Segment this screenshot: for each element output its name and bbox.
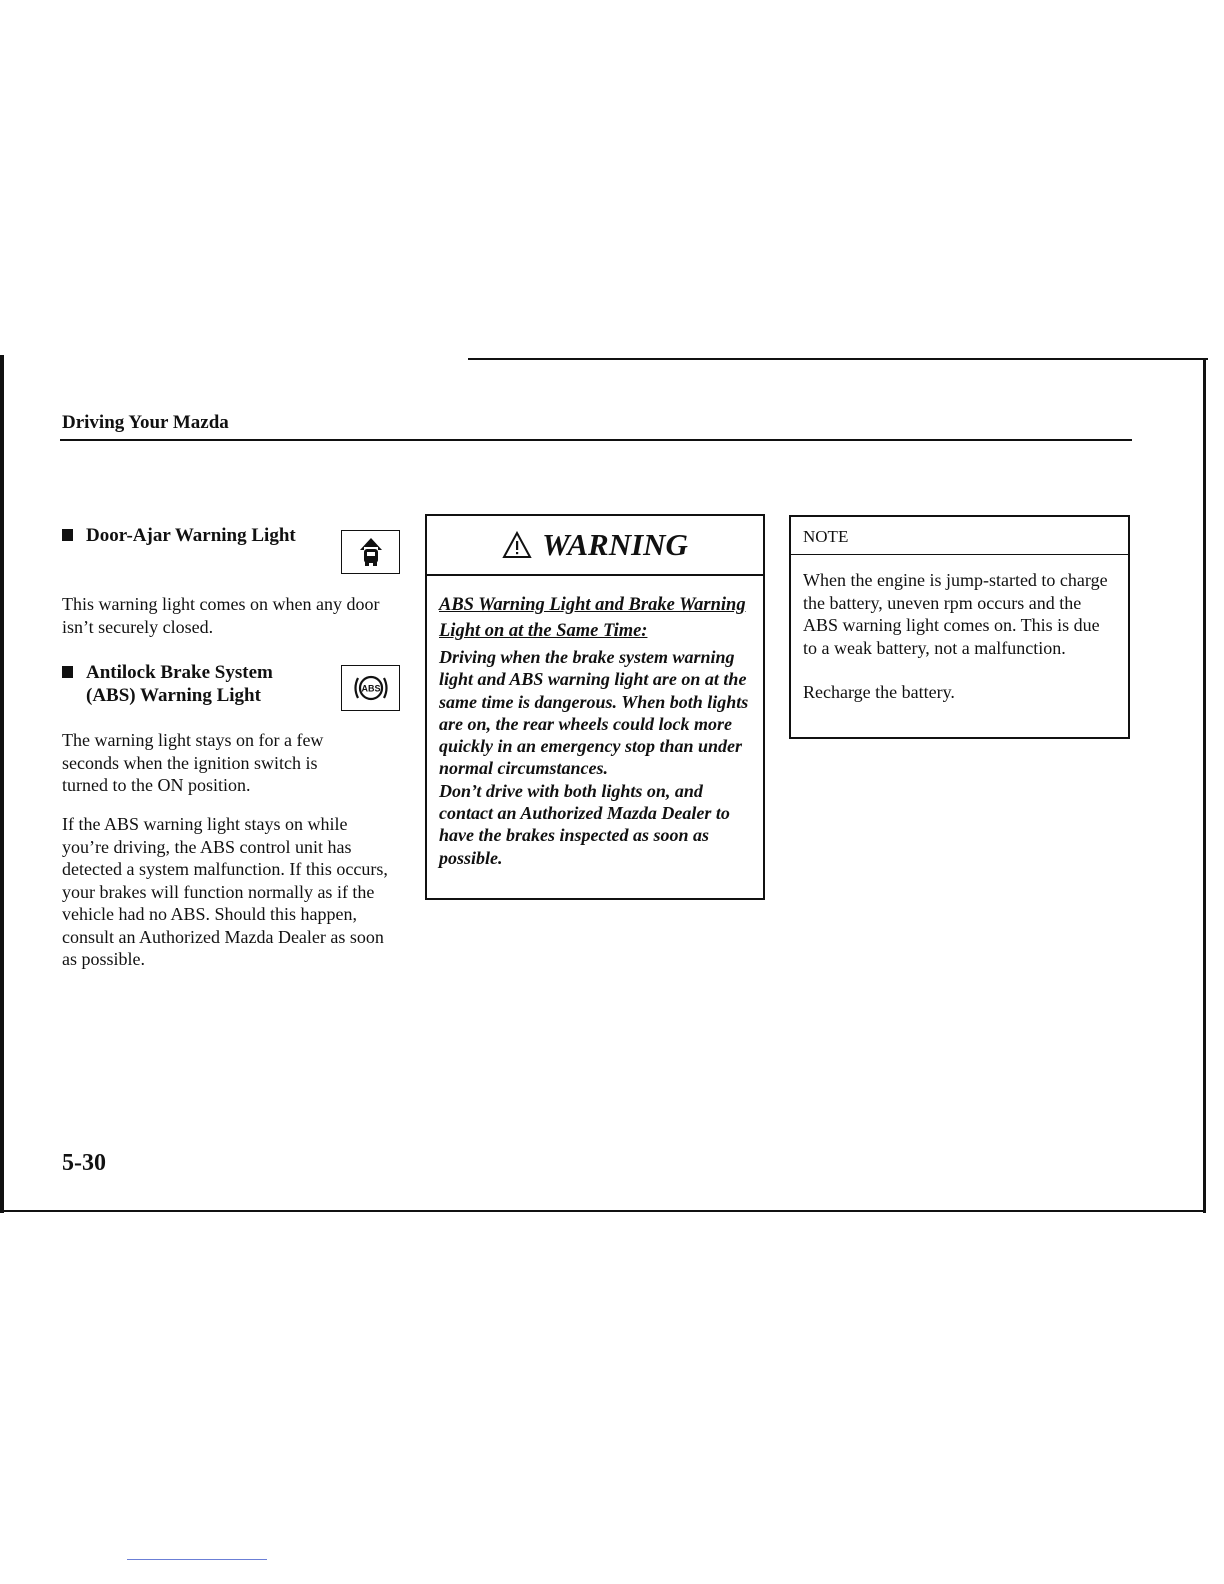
warning-box xyxy=(425,514,765,900)
abs-para-2: If the ABS warning light stays on while you’re driving, the ABS control unit has detected a system malfunction. If this occurs, your brakes will function normally as if the vehicle had no ABS. Should this happen, consult an Authorized Mazda Dealer as soon as possible. xyxy=(62,814,388,969)
bottom-blue-line xyxy=(127,1559,267,1560)
warning-para-2: Don’t drive with both lights on, and contact an Authorized Mazda Dealer to have the brakes inspected as soon as possible. xyxy=(439,780,730,868)
section-header: Driving Your Mazda xyxy=(62,412,229,433)
door-ajar-warning-icon xyxy=(341,530,400,574)
warning-subtitle: ABS Warning Light and Brake Warning Light on at the Same Time: xyxy=(439,595,746,641)
square-bullet-icon xyxy=(62,666,73,678)
note-para-1: When the engine is jump-started to charge the battery, uneven rpm occurs and the ABS warning light comes on. This is due to a weak battery, not a malfunction. xyxy=(803,570,1108,658)
warning-title-bar xyxy=(427,516,763,576)
page-number: 5-30 xyxy=(62,1150,106,1176)
right-edge-bar xyxy=(1203,358,1206,1213)
warning-body xyxy=(427,576,763,869)
abs-para-1: The warning light stays on for a few seconds when the ignition switch is turned to the ON position. xyxy=(62,730,324,795)
note-box xyxy=(789,515,1130,739)
top-rule xyxy=(468,358,1208,360)
abs-icon-label: ABS xyxy=(360,683,381,694)
abs-heading: Antilock Brake System (ABS) Warning Light xyxy=(62,661,356,707)
note-para-2: Recharge the battery. xyxy=(803,682,955,702)
warning-para-1: Driving when the brake system warning light and ABS warning light are on at the same time is dangerous. When both lights are on, the rear wheels could lock more quickly in an emergency stop than under normal circumstances. xyxy=(439,647,749,779)
abs-circle-icon xyxy=(352,671,390,705)
note-title: NOTE xyxy=(791,517,1128,555)
door-ajar-text: This warning light comes on when any door isn’t securely closed. xyxy=(62,594,380,637)
note-body xyxy=(791,555,1128,704)
warning-title: WARNING xyxy=(542,527,688,562)
header-rule xyxy=(60,439,1132,441)
warning-triangle-icon xyxy=(502,531,532,559)
bottom-rule xyxy=(0,1210,1206,1212)
car-door-open-icon xyxy=(354,535,388,569)
square-bullet-icon xyxy=(62,529,73,541)
abs-warning-icon xyxy=(341,665,400,711)
left-edge-bar xyxy=(0,355,4,1213)
door-ajar-heading: Door-Ajar Warning Light xyxy=(62,524,402,547)
